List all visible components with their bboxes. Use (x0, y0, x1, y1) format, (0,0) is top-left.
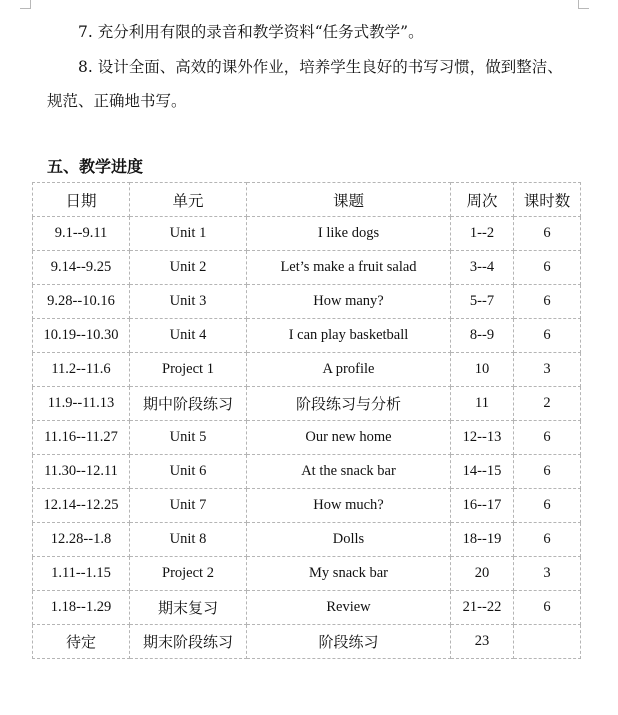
cell-week: 16--17 (451, 489, 514, 523)
teaching-schedule-table (32, 182, 581, 659)
cell-date: 10.19--10.30 (33, 319, 130, 353)
cell-hours: 6 (514, 523, 581, 557)
cell-week: 1--2 (451, 217, 514, 251)
cell-unit: Project 2 (130, 557, 247, 591)
cell-date: 9.14--9.25 (33, 251, 130, 285)
paragraph-item-7: 7. 充分利用有限的录音和教学资料“任务式教学”。 (78, 23, 424, 41)
cell-week: 8--9 (451, 319, 514, 353)
cell-hours: 6 (514, 251, 581, 285)
cell-topic: At the snack bar (247, 455, 451, 489)
cell-topic: Dolls (247, 523, 451, 557)
cell-hours (514, 625, 581, 659)
cell-hours: 3 (514, 557, 581, 591)
cell-week: 5--7 (451, 285, 514, 319)
header-week: 周次 (451, 183, 514, 217)
cell-topic: I like dogs (247, 217, 451, 251)
table-row (33, 625, 581, 659)
cell-topic: 阶段练习与分析 (247, 387, 451, 421)
cell-unit: Unit 7 (130, 489, 247, 523)
table-row (33, 591, 581, 625)
header-date: 日期 (33, 183, 130, 217)
cell-topic: Let’s make a fruit salad (247, 251, 451, 285)
cell-week: 18--19 (451, 523, 514, 557)
cell-date: 待定 (33, 625, 130, 659)
cell-date: 12.28--1.8 (33, 523, 130, 557)
header-hours: 课时数 (514, 183, 581, 217)
cell-hours: 6 (514, 455, 581, 489)
section-heading: 五、教学进度 (47, 157, 144, 176)
cell-date: 9.1--9.11 (33, 217, 130, 251)
cell-week: 14--15 (451, 455, 514, 489)
table-row (33, 421, 581, 455)
cell-hours: 6 (514, 319, 581, 353)
cell-topic: 阶段练习 (247, 625, 451, 659)
cell-week: 10 (451, 353, 514, 387)
table-row (33, 455, 581, 489)
table-row (33, 523, 581, 557)
cell-week: 11 (451, 387, 514, 421)
cell-date: 11.9--11.13 (33, 387, 130, 421)
cell-unit: Project 1 (130, 353, 247, 387)
cell-hours: 6 (514, 421, 581, 455)
cell-unit: Unit 4 (130, 319, 247, 353)
cell-date: 9.28--10.16 (33, 285, 130, 319)
cell-topic: I can play basketball (247, 319, 451, 353)
cell-date: 1.11--1.15 (33, 557, 130, 591)
cell-topic: How much? (247, 489, 451, 523)
cell-unit: Unit 6 (130, 455, 247, 489)
cell-date: 11.16--11.27 (33, 421, 130, 455)
cell-hours: 6 (514, 591, 581, 625)
cell-week: 20 (451, 557, 514, 591)
cell-topic: My snack bar (247, 557, 451, 591)
cell-week: 12--13 (451, 421, 514, 455)
table-row (33, 217, 581, 251)
cell-unit: 期末阶段练习 (130, 625, 247, 659)
table-row (33, 251, 581, 285)
table-row (33, 489, 581, 523)
page-corner-mark-right (578, 0, 589, 9)
table-row (33, 319, 581, 353)
header-unit: 单元 (130, 183, 247, 217)
cell-hours: 2 (514, 387, 581, 421)
cell-topic: How many? (247, 285, 451, 319)
cell-unit: Unit 8 (130, 523, 247, 557)
cell-hours: 6 (514, 285, 581, 319)
table-row (33, 387, 581, 421)
cell-unit: Unit 2 (130, 251, 247, 285)
cell-week: 23 (451, 625, 514, 659)
cell-date: 11.2--11.6 (33, 353, 130, 387)
header-topic: 课题 (247, 183, 451, 217)
cell-topic: Review (247, 591, 451, 625)
cell-unit: Unit 5 (130, 421, 247, 455)
table-header-row (33, 183, 581, 217)
table-row (33, 557, 581, 591)
page-corner-mark-left (20, 0, 31, 9)
cell-week: 3--4 (451, 251, 514, 285)
cell-hours: 6 (514, 217, 581, 251)
cell-unit: Unit 1 (130, 217, 247, 251)
cell-unit: 期中阶段练习 (130, 387, 247, 421)
cell-topic: Our new home (247, 421, 451, 455)
cell-date: 12.14--12.25 (33, 489, 130, 523)
cell-date: 11.30--12.11 (33, 455, 130, 489)
cell-topic: A profile (247, 353, 451, 387)
cell-unit: Unit 3 (130, 285, 247, 319)
cell-hours: 3 (514, 353, 581, 387)
cell-week: 21--22 (451, 591, 514, 625)
table-row (33, 285, 581, 319)
paragraph-item-8: 8. 设计全面、高效的课外作业，培养学生良好的书写习惯，做到整洁、规范、正确地书写。 (47, 58, 563, 110)
table-row (33, 353, 581, 387)
cell-hours: 6 (514, 489, 581, 523)
cell-date: 1.18--1.29 (33, 591, 130, 625)
cell-unit: 期末复习 (130, 591, 247, 625)
